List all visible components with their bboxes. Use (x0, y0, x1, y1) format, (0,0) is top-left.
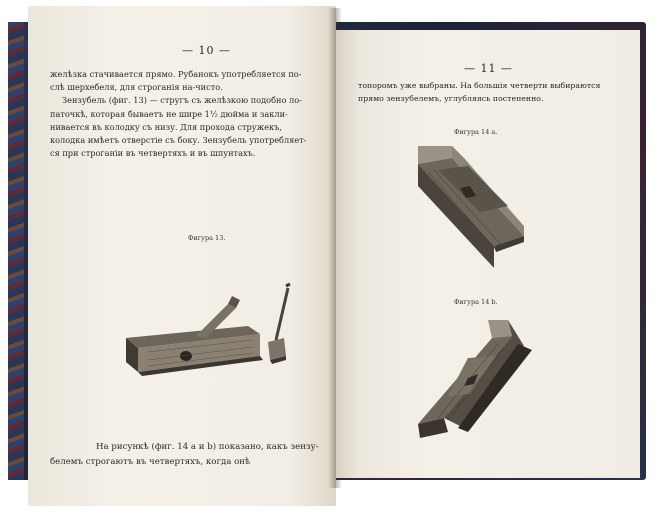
left-page-body (50, 68, 328, 160)
text-line: топоромъ уже выбраны. На большія четверти выбираются (358, 81, 601, 90)
text-line: ся при строганіи въ четвертяхъ и въ шпунтахъ. (50, 148, 256, 159)
text-line: На рисункѣ (фиг. 14 а и b) показано, какъ зензу- (96, 442, 319, 452)
right-page-body (358, 80, 628, 105)
text-line: Зензубель (фиг. 13) — стругъ съ желѣзкою подобно ло- (62, 95, 302, 106)
text-line: желѣзка стачивается прямо. Рубанокъ употребляется по- (50, 69, 302, 79)
figure-14a-illustration (408, 142, 538, 272)
figure-13-plane-illustration (118, 268, 318, 388)
figure-14a-caption: Фигура 14 a. (454, 128, 498, 136)
figure-14b-illustration (408, 314, 538, 444)
marbled-cover-edge (8, 22, 24, 480)
text-line: нивается въ колодку съ низу. Для прохода стружекъ, (50, 121, 282, 132)
figure-13-caption: Фигура 13. (188, 234, 226, 242)
left-page-bottom-text (50, 440, 330, 470)
page-number-left: — 10 — (182, 44, 231, 57)
text-line: белемъ строгаютъ въ четвертяхъ, когда онѣ (50, 457, 251, 467)
page-number-right: — 11 — (464, 62, 513, 75)
text-line: слѣ шерхебеля, для строганія на-чисто. (50, 82, 223, 93)
text-line: паточкѣ, которая бываетъ не шире 1½ дюйма и закли- (50, 108, 288, 119)
text-line: прямо зензубелемъ, углубляясь постепенно. (358, 93, 544, 103)
text-line: колодка имѣетъ отверстіе съ боку. Зензубель употребляет- (50, 135, 307, 146)
right-page (336, 30, 640, 478)
figure-14b-caption: Фигура 14 b. (454, 298, 498, 306)
left-page (28, 6, 336, 506)
